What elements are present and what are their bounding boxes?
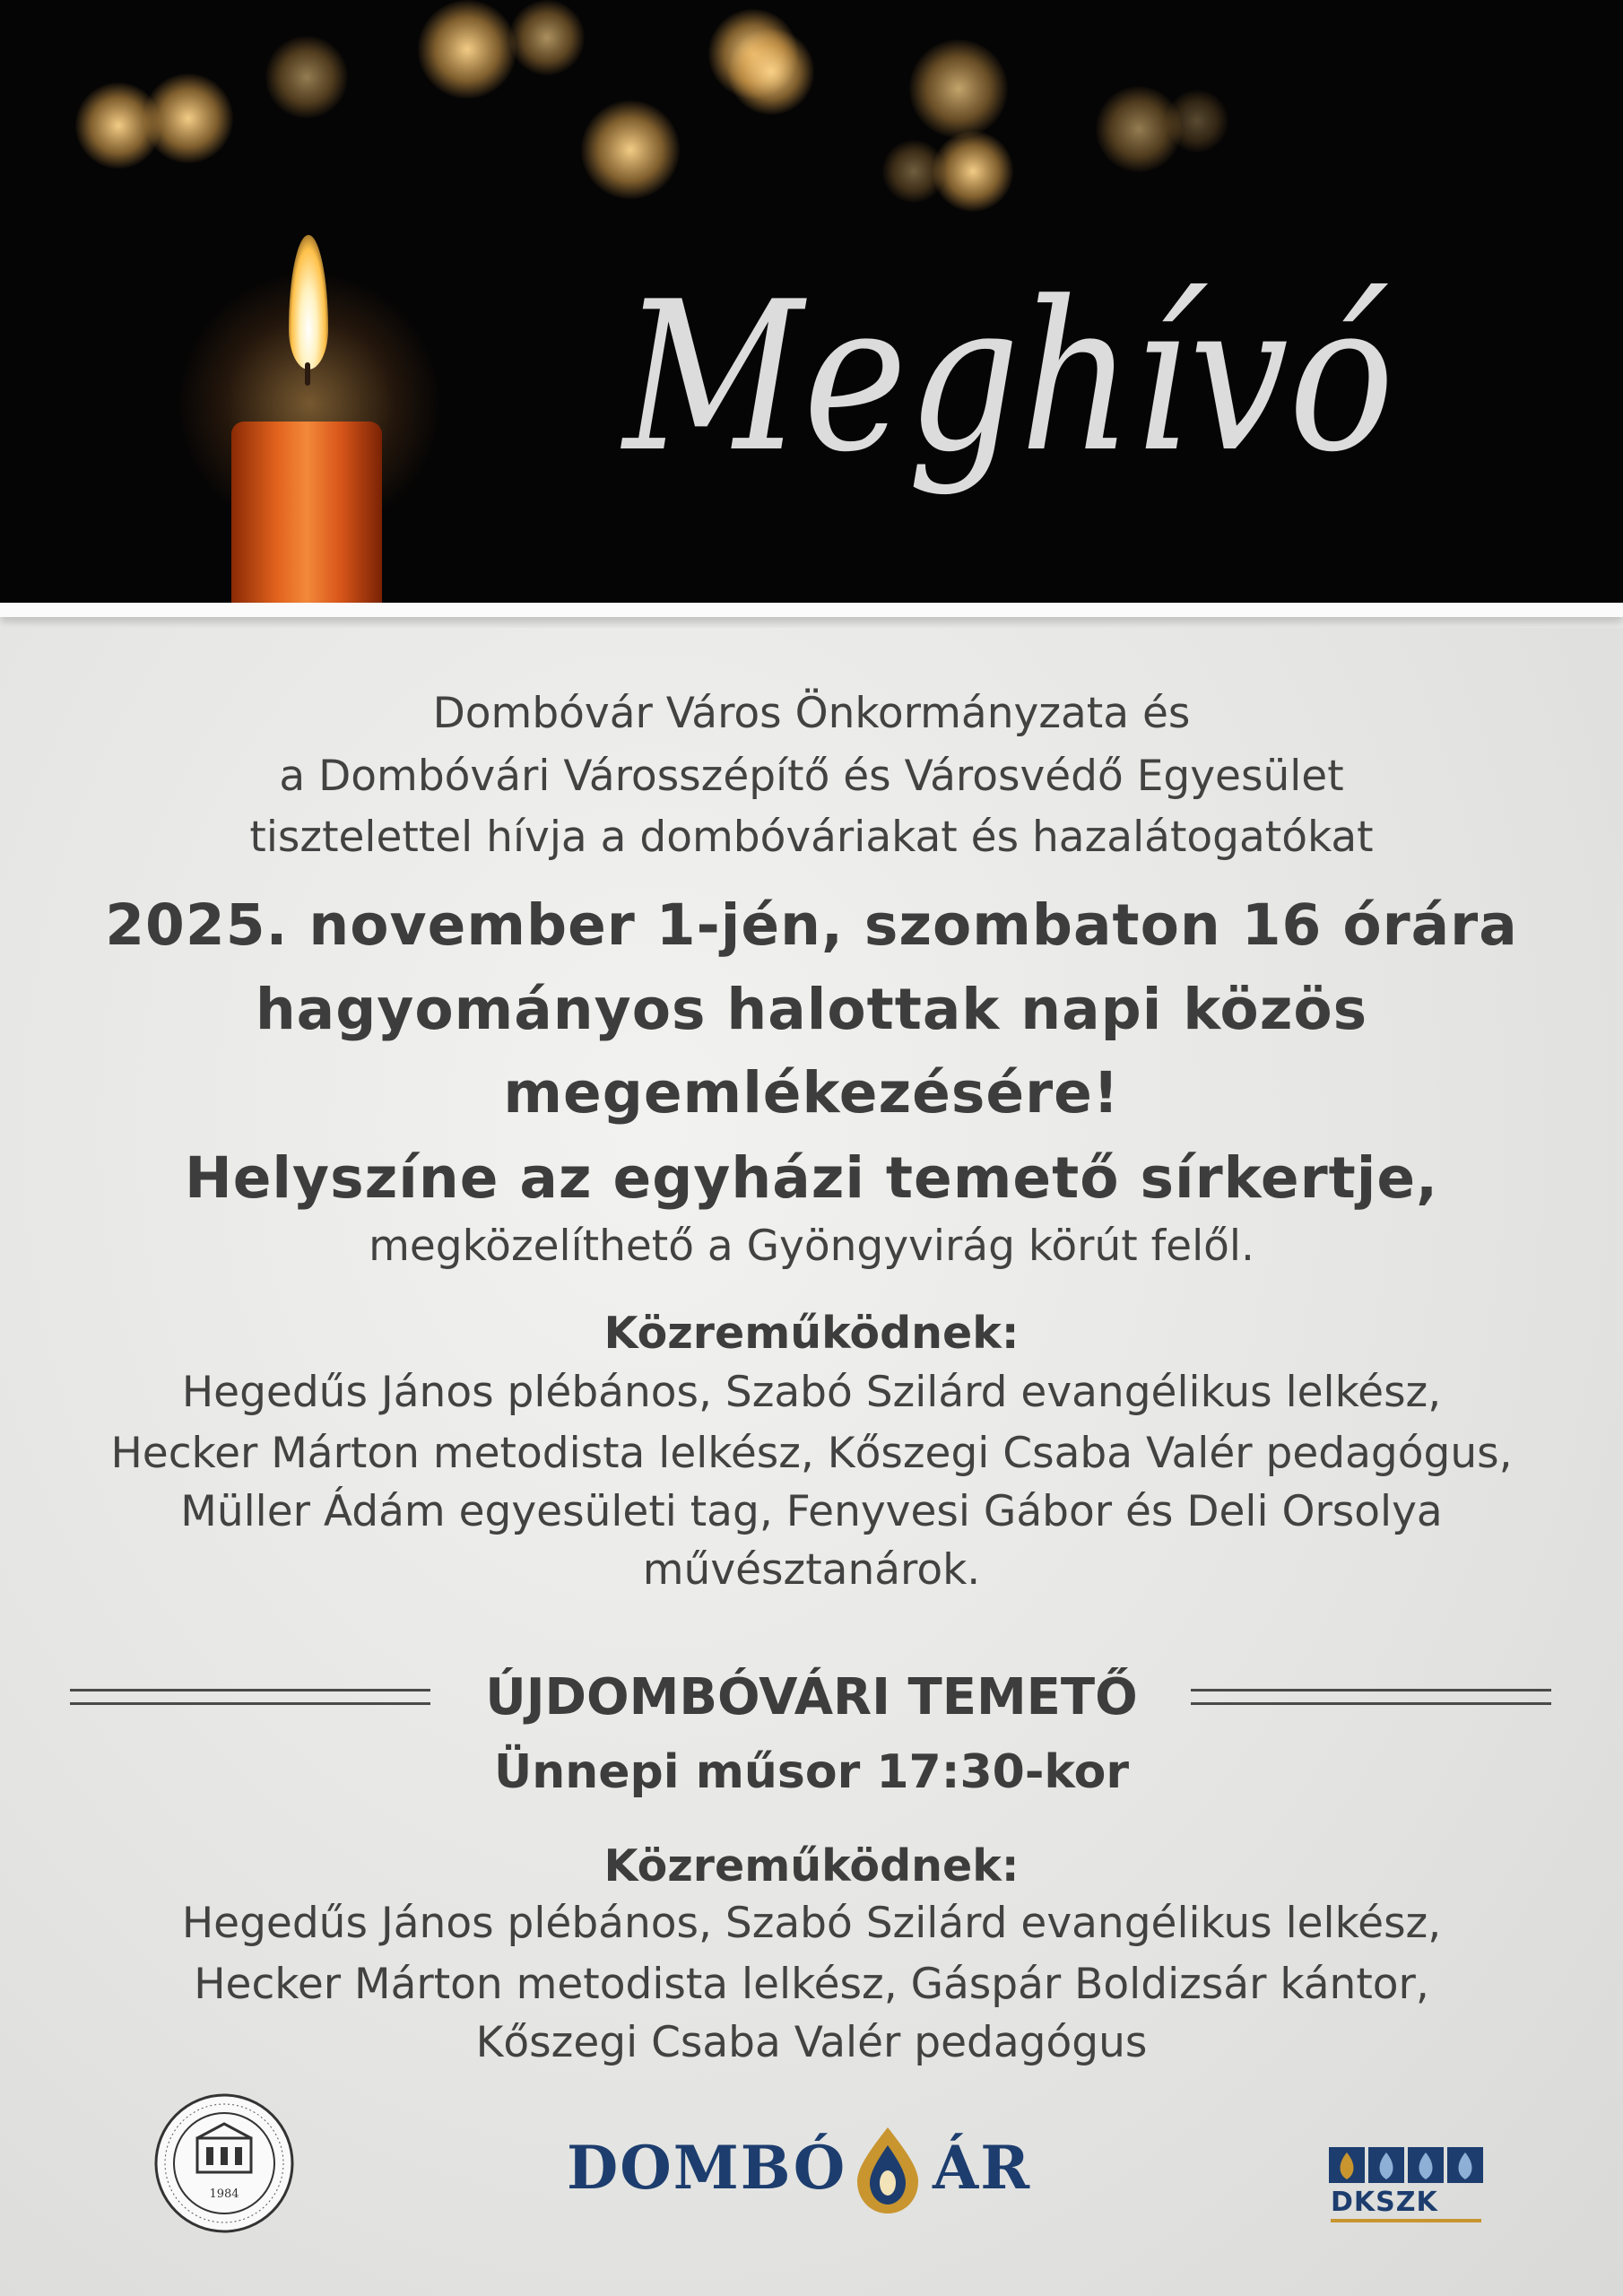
bokeh-light bbox=[882, 140, 945, 203]
contributors-line: Hecker Márton metodista lelkész, Gáspár Boldizsár kántor, bbox=[194, 1960, 1429, 2009]
headline-line: Helyszíne az egyházi temető sírkertje, bbox=[184, 1145, 1439, 1211]
script-title bbox=[583, 206, 1435, 547]
section-rule-right bbox=[1191, 1689, 1551, 1705]
contributors-line: Hegedűs János plébános, Szabó Szilárd evangélikus lelkész, bbox=[181, 1368, 1442, 1417]
dombovar-logo bbox=[567, 2126, 1058, 2215]
intro-line: Dombóvár Város Önkormányzata és bbox=[432, 689, 1191, 738]
dkszk-icon bbox=[1325, 2145, 1487, 2188]
contributors-line: Müller Ádám egyesületi tag, Fenyvesi Gábor és Deli Orsolya bbox=[180, 1487, 1443, 1536]
dkszk-underline bbox=[1331, 2219, 1481, 2222]
bokeh-light bbox=[909, 39, 1008, 138]
program-time: Ünnepi műsor 17:30-kor bbox=[494, 1745, 1129, 1799]
script-title-text: Meghívó bbox=[620, 258, 1394, 498]
dombovar-emblem-icon bbox=[852, 2126, 924, 2215]
dkszk-logo-text: DKSZK bbox=[1331, 2187, 1438, 2218]
bokeh-light bbox=[581, 100, 680, 199]
headline-line: megemlékezésére! bbox=[503, 1060, 1120, 1126]
access-note: megközelíthető a Gyöngyvirág körút felől. bbox=[369, 1222, 1254, 1271]
candle bbox=[231, 422, 382, 603]
dombovar-logo-text-left: DOMBÓ bbox=[567, 2133, 847, 2203]
bokeh-light bbox=[1166, 90, 1228, 152]
headline-line: 2025. november 1-jén, szombaton 16 órára bbox=[105, 892, 1518, 958]
seal-year: 1984 bbox=[209, 2187, 239, 2201]
contributors-line: Kőszegi Csaba Valér pedagógus bbox=[475, 2018, 1148, 2067]
contributors-heading: Közreműködnek: bbox=[603, 1840, 1020, 1892]
cemetery-title: ÚJDOMBÓVÁRI TEMETŐ bbox=[485, 1668, 1138, 1726]
intro-line: a Dombóvári Városszépítő és Városvédő Egyesület bbox=[279, 752, 1344, 801]
candle-flame bbox=[289, 235, 328, 370]
dombovar-logo-text-right: ÁR bbox=[933, 2133, 1032, 2203]
bokeh-light bbox=[143, 74, 233, 163]
candle-wick bbox=[305, 362, 310, 386]
intro-line: tisztelettel hívja a dombóváriakat és hazalátogatókat bbox=[249, 813, 1374, 862]
bokeh-light bbox=[509, 0, 585, 75]
contributors-line: Hecker Márton metodista lelkész, Kőszegi Csaba Valér pedagógus, bbox=[110, 1429, 1513, 1478]
association-seal-logo bbox=[152, 2092, 296, 2235]
bokeh-light bbox=[265, 36, 348, 118]
dkszk-logo bbox=[1325, 2145, 1487, 2228]
headline-line: hagyományos halottak napi közös bbox=[255, 977, 1368, 1042]
header-banner bbox=[0, 0, 1623, 603]
divider-band bbox=[0, 603, 1623, 617]
contributors-heading: Közreműködnek: bbox=[603, 1308, 1020, 1359]
contributors-line: Hegedűs János plébános, Szabó Szilárd evangélikus lelkész, bbox=[181, 1899, 1442, 1948]
bokeh-light bbox=[418, 0, 516, 99]
contributors-line: művésztanárok. bbox=[642, 1545, 981, 1595]
bokeh-light bbox=[728, 29, 814, 115]
